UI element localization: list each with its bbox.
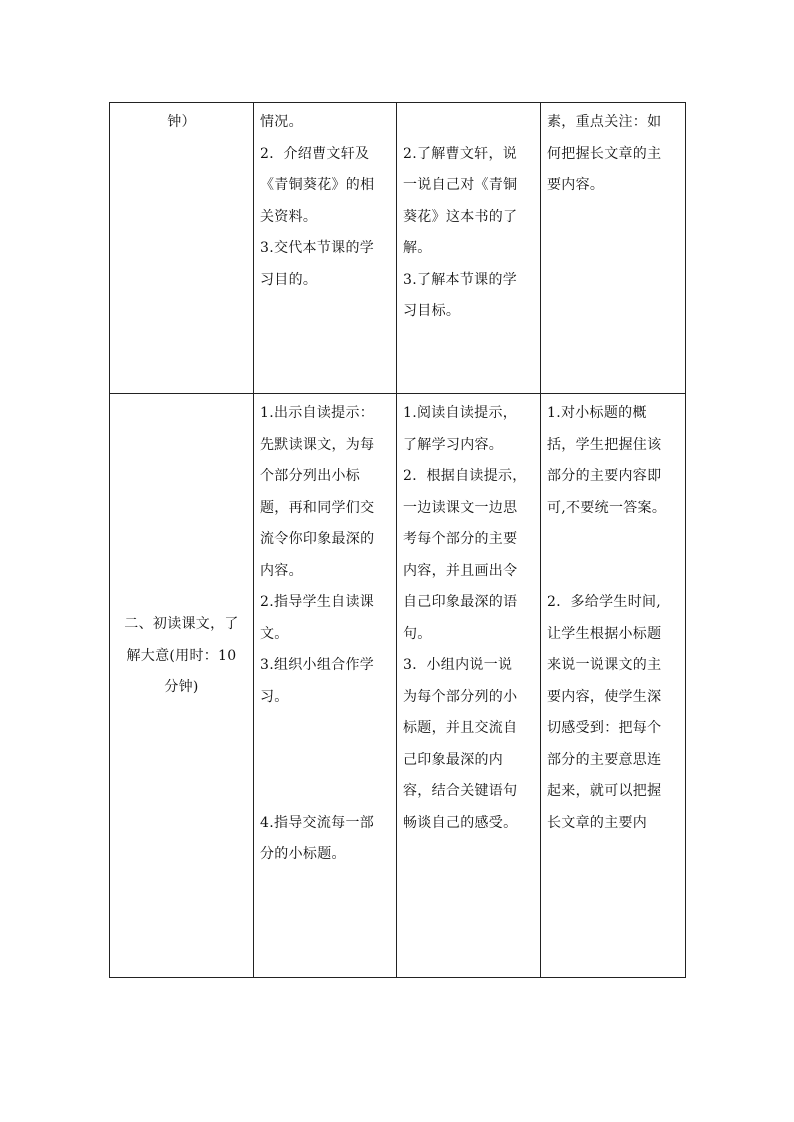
text-line: 3.组织小组合作学 bbox=[260, 657, 375, 673]
teacher-activity-cell bbox=[254, 103, 397, 394]
text-line: 要内容，使学生深 bbox=[547, 688, 662, 705]
text-line: 钟） bbox=[167, 114, 196, 130]
text-line: 起来，就可以把握 bbox=[547, 783, 662, 799]
text-line bbox=[403, 107, 534, 139]
text-line bbox=[260, 713, 390, 745]
text-line: 文。 bbox=[260, 625, 289, 642]
text-line: 分的小标题。 bbox=[260, 846, 346, 862]
teacher-lines bbox=[254, 103, 396, 296]
text-line: 1.出示自读提示： bbox=[260, 405, 375, 421]
design-intent-cell bbox=[541, 394, 686, 978]
student-activity-cell bbox=[397, 394, 541, 978]
text-line: 部分的主要内容即 bbox=[547, 468, 662, 484]
text-line: 先默读课文，为每 bbox=[260, 436, 375, 453]
student-lines bbox=[397, 394, 540, 839]
intent-lines bbox=[541, 103, 685, 202]
text-line: 何把握长文章的主 bbox=[547, 145, 662, 162]
text-line: 长文章的主要内 bbox=[547, 814, 648, 831]
text-line: 标题，并且交流自 bbox=[403, 720, 518, 736]
text-line: 句。 bbox=[403, 625, 432, 642]
text-line: 1.对小标题的概 bbox=[547, 405, 647, 421]
text-line: 3．小组内说一说 bbox=[403, 657, 513, 673]
text-line: 一说自己对《青铜 bbox=[403, 177, 518, 193]
text-line: 2．多给学生时间, bbox=[547, 594, 662, 610]
text-line: 葵花》这本书的了 bbox=[403, 208, 518, 225]
text-line: 习。 bbox=[260, 688, 289, 705]
text-line: 《青铜葵花》的相 bbox=[260, 177, 375, 193]
teacher-activity-cell bbox=[254, 394, 397, 978]
text-line: 解。 bbox=[403, 240, 432, 256]
text-line: 容，结合关键语句 bbox=[403, 783, 518, 799]
text-line: 个部分列出小标 bbox=[260, 468, 361, 484]
text-line: 了解学习内容。 bbox=[403, 436, 504, 453]
text-line: 让学生根据小标题 bbox=[547, 625, 662, 642]
intent-lines bbox=[541, 394, 685, 839]
text-line: 1.阅读自读提示， bbox=[403, 405, 518, 421]
text-line bbox=[260, 776, 390, 808]
design-intent-cell bbox=[541, 103, 686, 394]
text-line: 习目标。 bbox=[403, 303, 461, 319]
text-line: 4.指导交流每一部 bbox=[260, 814, 375, 831]
stage-cell bbox=[110, 394, 254, 978]
stage-cell bbox=[110, 103, 254, 394]
text-line: 自己印象最深的语 bbox=[403, 594, 518, 610]
text-line: 部分的主要意思连 bbox=[547, 751, 662, 768]
stage-lines bbox=[110, 394, 253, 704]
text-line: 情况。 bbox=[260, 114, 303, 130]
text-line: 己印象最深的内 bbox=[403, 751, 504, 768]
text-line: 2．介绍曹文轩及 bbox=[260, 145, 370, 162]
text-line: 2.指导学生自读课 bbox=[260, 594, 375, 610]
teacher-lines bbox=[254, 394, 396, 871]
text-line: 为每个部分列的小 bbox=[403, 688, 518, 705]
text-line bbox=[260, 745, 390, 777]
lesson-plan-table bbox=[109, 102, 686, 978]
text-line: 切感受到：把每个 bbox=[547, 720, 662, 736]
text-line: 流令你印象最深的 bbox=[260, 531, 375, 547]
text-line: 可,不要统一答案。 bbox=[547, 499, 667, 516]
text-line: 习目的。 bbox=[260, 271, 318, 288]
table-row bbox=[110, 394, 686, 978]
text-line: 内容，并且画出令 bbox=[403, 562, 518, 579]
text-line: 一边读课文一边思 bbox=[403, 499, 518, 516]
text-line: 考每个部分的主要 bbox=[403, 531, 518, 547]
stage-lines bbox=[110, 103, 253, 139]
student-activity-cell bbox=[397, 103, 541, 394]
text-line: 分钟) bbox=[164, 679, 199, 695]
text-line: 要内容。 bbox=[547, 177, 605, 193]
text-line bbox=[547, 524, 679, 556]
student-lines bbox=[397, 103, 540, 328]
text-line: 2．根据自读提示， bbox=[403, 468, 527, 484]
text-line bbox=[547, 556, 679, 588]
text-line: 来说一说课文的主 bbox=[547, 657, 662, 673]
text-line: 素，重点关注：如 bbox=[547, 114, 662, 130]
text-line: 2.了解曹文轩，说 bbox=[403, 145, 518, 162]
text-line: 二、初读课文，了 bbox=[124, 616, 239, 632]
text-line: 3.了解本节课的学 bbox=[403, 271, 518, 288]
text-line: 3.交代本节课的学 bbox=[260, 240, 375, 256]
text-line: 括，学生把握住该 bbox=[547, 436, 662, 453]
text-line: 畅谈自己的感受。 bbox=[403, 814, 518, 831]
text-line: 内容。 bbox=[260, 562, 303, 579]
table-row bbox=[110, 103, 686, 394]
text-line: 关资料。 bbox=[260, 208, 318, 225]
text-line: 题，再和同学们交 bbox=[260, 499, 375, 516]
text-line: 解大意(用时：10 bbox=[126, 647, 237, 664]
